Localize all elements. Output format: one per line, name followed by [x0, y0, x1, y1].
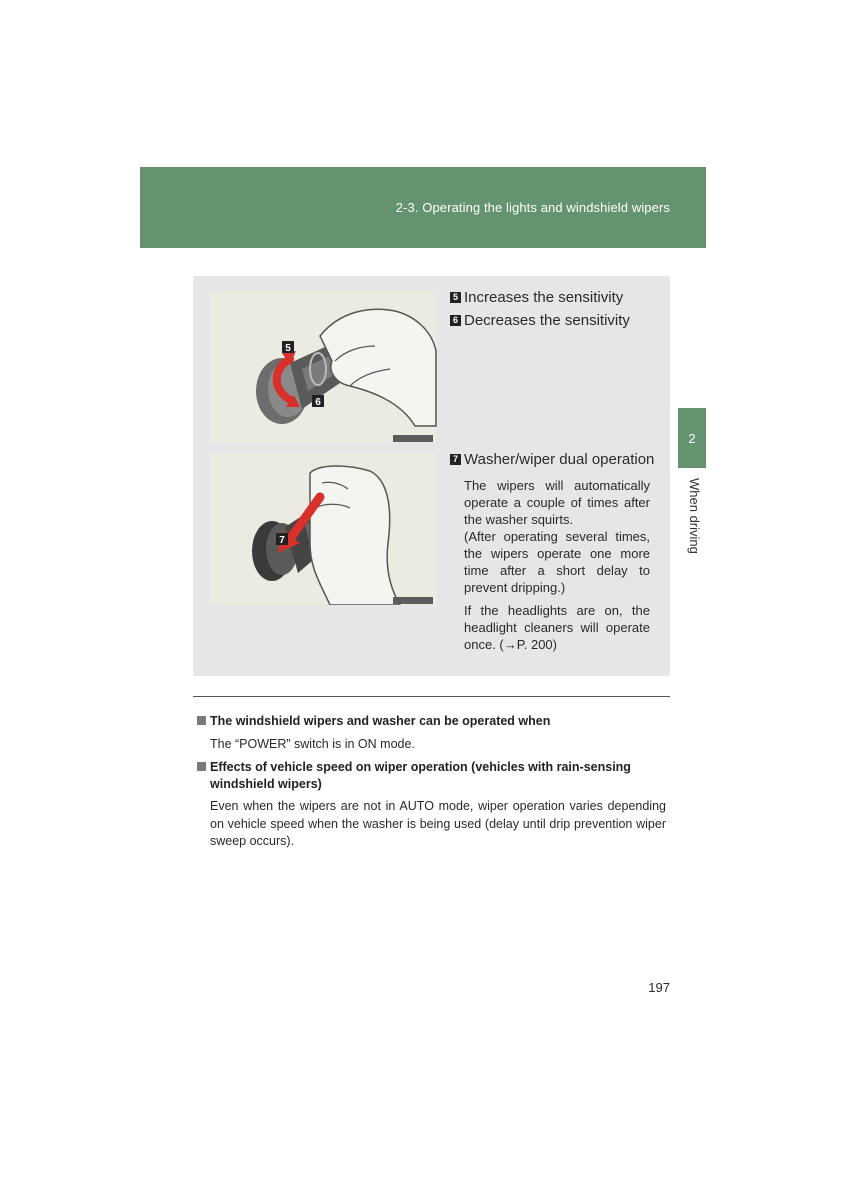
callout-5-label: 5 — [285, 343, 291, 354]
page-number: 197 — [648, 980, 670, 995]
note-heading-2: Effects of vehicle speed on wiper operation (vehicles with rain-sensing windshield wipers) — [197, 759, 680, 793]
item-number: 6 — [450, 315, 461, 326]
instruction-panel — [193, 276, 670, 676]
item7-desc-2: (After operating several times, the wipers operate one more time after a short delay to prevent dripping.) — [464, 529, 650, 595]
illustration-sensitivity-knob — [210, 291, 437, 443]
item7-desc-1: The wipers will automatically operate a couple of times after the washer squirts. — [464, 478, 650, 527]
section-header-band — [140, 167, 706, 248]
illustration-washer-push — [210, 453, 437, 605]
illustration-code — [393, 435, 433, 442]
illustration-code — [393, 597, 433, 604]
chapter-tab-label: When driving — [687, 478, 702, 554]
item-label: Washer/wiper dual operation — [464, 451, 655, 468]
callout-6-label: 6 — [315, 397, 321, 408]
item-number: 7 — [450, 454, 461, 465]
square-bullet-icon — [197, 716, 206, 725]
section-title: 2-3. Operating the lights and windshield wipers — [395, 200, 670, 215]
item-label: Decreases the sensitivity — [464, 312, 630, 329]
item-washer-wiper — [450, 451, 654, 468]
item-decrease-sensitivity — [450, 312, 630, 329]
item-number: 5 — [450, 292, 461, 303]
callout-7-label: 7 — [279, 535, 285, 546]
chapter-tab-number: 2 — [678, 408, 706, 468]
item-label: Increases the sensitivity — [464, 289, 624, 306]
note-body-2: Even when the wipers are not in AUTO mode, wiper operation varies depending on vehicle speed when the washer is being used (delay until drip prevention wiper sweep occurs). — [210, 799, 666, 848]
note-heading-1: The windshield wipers and washer can be operated when — [197, 713, 667, 730]
item-increase-sensitivity — [450, 289, 623, 306]
item7-desc-3: If the headlights are on, the headlight cleaners will operate once. (→P. 200) — [464, 603, 650, 652]
note-body-1: The “POWER” switch is in ON mode. — [210, 737, 415, 751]
square-bullet-icon — [197, 762, 206, 771]
divider — [193, 696, 670, 697]
item7-description — [464, 477, 650, 653]
